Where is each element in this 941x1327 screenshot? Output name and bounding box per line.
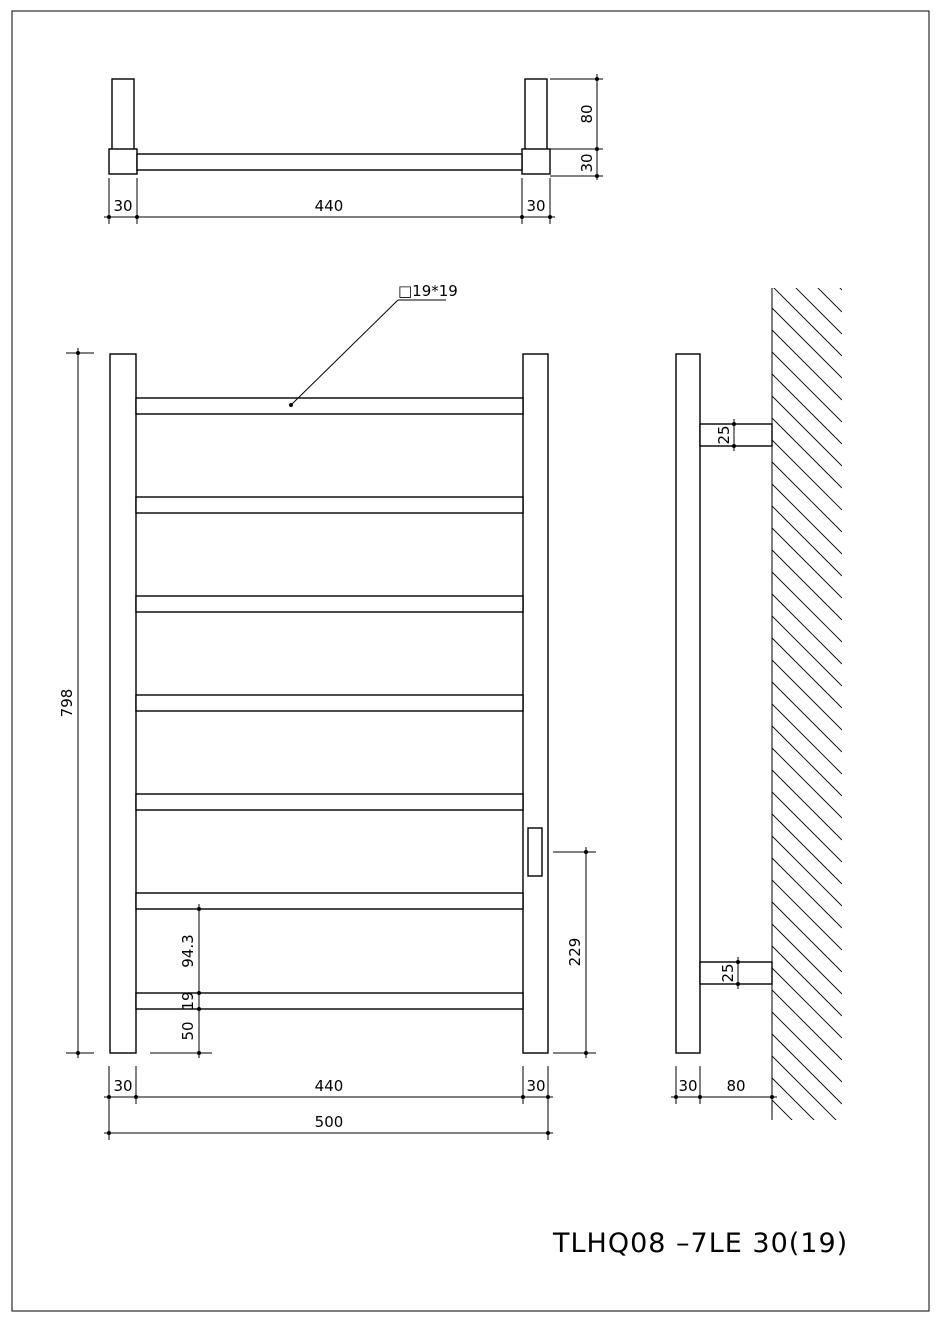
hatch-line	[772, 484, 842, 554]
hatch-line	[772, 1100, 842, 1170]
hatch-line	[772, 572, 842, 642]
rail-bar	[136, 596, 523, 612]
hatch-line	[772, 968, 842, 1038]
rail-bar	[136, 695, 523, 711]
hatch-line	[772, 880, 842, 950]
dim-80-label: 80	[578, 104, 596, 124]
top-view	[104, 74, 603, 224]
hatch-line	[772, 638, 842, 708]
hatch-line	[772, 858, 842, 928]
dim-229-label: 229	[566, 937, 584, 967]
dim-80-label: 80	[726, 1077, 746, 1095]
side-frame	[676, 354, 700, 1053]
dim-798-label: 798	[58, 688, 76, 718]
hatch-line	[772, 924, 842, 994]
callout-leader	[291, 300, 398, 405]
wall-hatching	[772, 220, 842, 1192]
dim-30-label: 30	[526, 1077, 546, 1095]
dim-30-label: 30	[526, 197, 546, 215]
hatch-line	[772, 770, 842, 840]
hatch-line	[772, 352, 842, 422]
top-bar	[137, 154, 522, 170]
hatch-line	[772, 264, 842, 334]
front-right-post	[523, 354, 548, 1053]
rail-bar	[136, 794, 523, 810]
hatch-line	[772, 792, 842, 862]
hatch-line	[772, 396, 842, 466]
hatch-line	[772, 946, 842, 1016]
drawing-title: TLHQ08 –7LE 30(19)	[553, 1228, 849, 1259]
dim-50-label: 50	[179, 1021, 197, 1041]
sheet-border	[12, 11, 929, 1311]
heater-switch	[528, 828, 542, 876]
hatch-line	[772, 462, 842, 532]
side-view	[671, 220, 842, 1192]
hatch-line	[772, 726, 842, 796]
hatch-line	[772, 748, 842, 818]
front-left-post	[110, 354, 136, 1053]
dim-25-label: 25	[719, 963, 737, 983]
hatch-line	[772, 1056, 842, 1126]
hatch-line	[772, 330, 842, 400]
dim-30-label: 30	[678, 1077, 698, 1095]
hatch-line	[772, 990, 842, 1060]
dim-30-label: 30	[113, 1077, 133, 1095]
hatch-line	[772, 704, 842, 774]
callout-dot	[289, 403, 293, 407]
dim-500-label: 500	[314, 1113, 344, 1131]
top-left-post	[112, 79, 134, 151]
dim-19-label: 19	[179, 991, 197, 1011]
dim-30-label: 30	[578, 153, 596, 173]
front-view	[58, 282, 596, 1140]
hatch-line	[772, 594, 842, 664]
hatch-line	[772, 286, 842, 356]
dim-tick	[595, 77, 599, 81]
hatch-line	[772, 660, 842, 730]
hatch-line	[772, 308, 842, 378]
hatch-line	[772, 814, 842, 884]
hatch-line	[772, 1034, 842, 1104]
hatch-line	[772, 550, 842, 620]
hatch-line	[772, 682, 842, 752]
rail-bar	[136, 893, 523, 909]
dim-tick	[595, 147, 599, 151]
hatch-line	[772, 506, 842, 576]
hatch-line	[772, 418, 842, 488]
rail-bar	[136, 497, 523, 513]
dim-tick	[595, 174, 599, 178]
top-right-foot	[522, 149, 550, 174]
top-left-foot	[109, 149, 137, 174]
top-right-post	[525, 79, 547, 151]
tube-size-label: □19*19	[398, 282, 458, 300]
hatch-line	[772, 902, 842, 972]
hatch-line	[772, 220, 842, 290]
rail-bar	[136, 398, 523, 414]
hatch-line	[772, 242, 842, 312]
hatch-line	[772, 374, 842, 444]
hatch-line	[772, 616, 842, 686]
dim-440-label: 440	[314, 1077, 344, 1095]
hatch-line	[772, 528, 842, 598]
hatch-line	[772, 1078, 842, 1148]
dim-25-label: 25	[715, 425, 733, 445]
top-bracket	[700, 424, 772, 446]
hatch-line	[772, 440, 842, 510]
dim-94.3-label: 94.3	[179, 934, 197, 968]
hatch-line	[772, 836, 842, 906]
dim-440-label: 440	[314, 197, 344, 215]
dim-30-label: 30	[113, 197, 133, 215]
hatch-line	[772, 1012, 842, 1082]
hatch-line	[772, 1122, 842, 1192]
